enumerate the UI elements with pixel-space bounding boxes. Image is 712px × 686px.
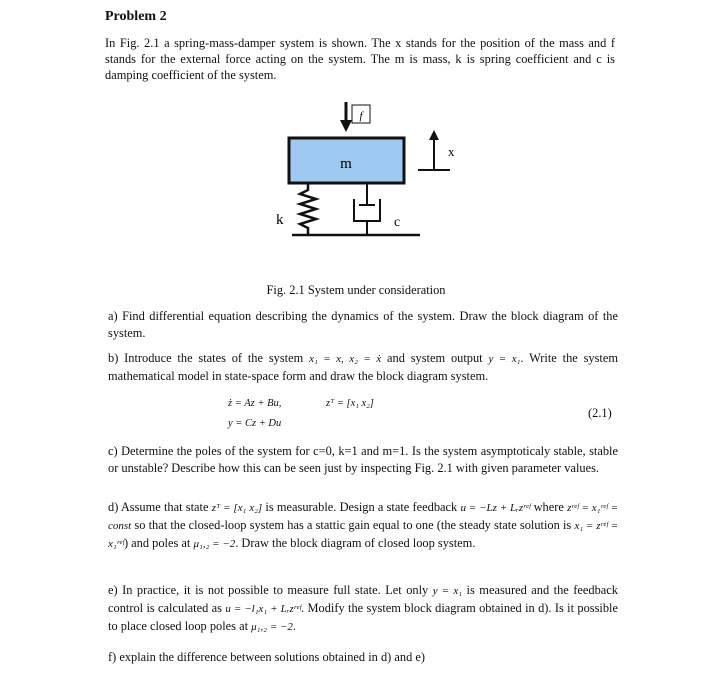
feedback-law: u = −Lz + Lᵣzʳᵉᶠ: [460, 502, 531, 514]
spring-label: k: [276, 212, 284, 228]
question-e-text: .: [292, 618, 297, 633]
measured-output: y = x₁: [432, 585, 463, 597]
question-d-text: so that the closed-loop system has a stattic gain equal to one (the steady state solution is: [134, 517, 572, 532]
question-d-text: where: [533, 500, 564, 514]
equation-line-2: y = Cz + Du: [228, 418, 282, 429]
output-feedback-law: u = −l₁x₁ + Lᵣzʳᵉᶠ: [225, 602, 302, 615]
mass-label: m: [340, 156, 352, 172]
question-f-text: f) explain the difference between solutions obtained in d) and e): [108, 650, 425, 664]
state-vector: zᵀ = [x₁ x₂]: [326, 398, 374, 409]
question-b: [108, 350, 618, 385]
question-b-text: . Write the system mathematical model in state-space form and draw the block diagram system.: [108, 351, 618, 383]
question-d-text: d) Assume that state: [108, 500, 209, 514]
question-e: [108, 582, 618, 635]
state-space-equation: [228, 396, 628, 436]
position-arrow-head: [429, 130, 439, 140]
force-label: f: [359, 110, 363, 122]
question-b-text: b) Introduce the states of the system: [108, 351, 304, 365]
steady-state-solution: x₁ = zʳᵉᶠ = x₁ʳᵉᶠ: [108, 519, 618, 550]
figure-caption: Fig. 2.1 System under consideration: [266, 283, 446, 297]
spring-mass-damper-figure: [270, 96, 460, 266]
question-e-text: . Modify the system block diagram obtained in d). Is it possible to place closed loop poles at: [108, 600, 618, 633]
force-arrow-head: [340, 120, 352, 132]
question-d-text: . Draw the block diagram of closed loop system.: [235, 535, 476, 550]
question-e-text: e) In practice, it is not possible to measure full state. Let only: [108, 583, 429, 597]
question-d: [108, 499, 618, 552]
intro-paragraph: In Fig. 2.1 a spring-mass-damper system is shown. The x stands for the position of the mass and f stands for the external force acting on the system. The m is mass, k is spring coefficient and c is damping coefficient of the system.: [105, 36, 615, 82]
question-f: [108, 649, 618, 666]
question-b-text: and system output: [387, 351, 483, 365]
question-a: [108, 308, 618, 342]
pole-location: μ₁,₂ = −2: [251, 620, 293, 633]
output-definition: y = x₁: [488, 353, 521, 365]
position-label: x: [448, 144, 455, 159]
reference-definition: zʳᵉᶠ = x₁ʳᵉᶠ = const: [108, 502, 618, 532]
equation-number: (2.1): [588, 406, 612, 420]
state-definition: x₁ = x, x₂ = ẋ: [309, 353, 382, 365]
spring: [300, 183, 316, 234]
damper-label: c: [394, 215, 401, 230]
question-d-text: ) and poles at: [123, 535, 191, 550]
pole-location: μ₁,₂ = −2: [193, 537, 236, 550]
equation-line-1: ż = Az + Bu,: [228, 398, 282, 409]
question-c-text: c) Determine the poles of the system for c=0, k=1 and m=1. Is the system asymptoticaly stable, stable or unstable? Describe how this can be seen just by inspecting Fig. 2.1 with given parameter values.: [108, 444, 618, 475]
question-c: [108, 443, 618, 477]
question-a-text: a) Find differential equation describing the dynamics of the system. Draw the block diagram of the system.: [108, 309, 618, 340]
question-e-text: is measured and the feedback control is calculated as: [108, 583, 618, 615]
problem-title: Problem 2: [105, 9, 167, 24]
state-vector: zᵀ = [x₁ x₂]: [211, 502, 263, 514]
question-d-text: is measurable. Design a state feedback: [265, 500, 458, 514]
